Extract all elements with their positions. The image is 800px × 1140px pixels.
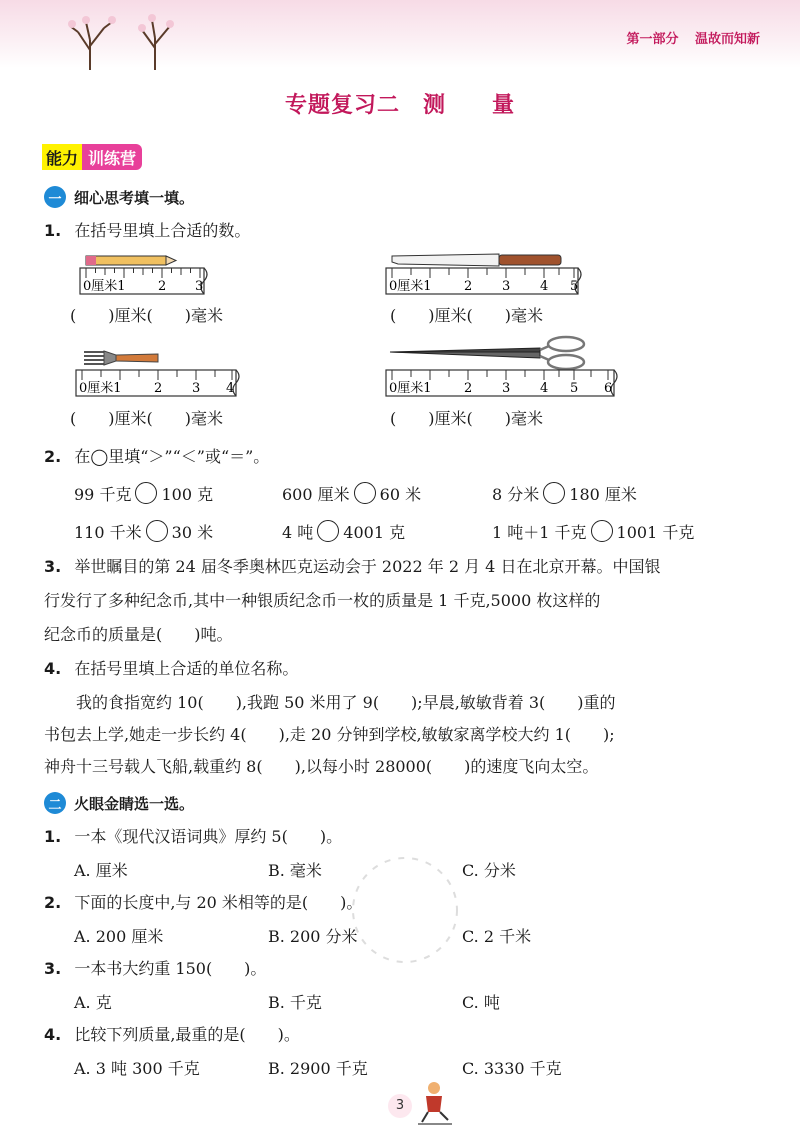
- compare-left: 99 千克: [74, 485, 132, 504]
- ruler-b-label-2: 3: [502, 279, 511, 294]
- ruler-b-label-1: 2: [464, 279, 473, 294]
- option-a[interactable]: A. 厘米: [74, 861, 128, 880]
- option-c[interactable]: C. 2 千米: [462, 927, 532, 946]
- header-part: 第一部分: [626, 32, 679, 47]
- ruler-c-label-3: 4: [226, 381, 235, 396]
- ruler-fork: [74, 346, 254, 398]
- compare-left: 1 吨＋1 千克: [492, 523, 587, 542]
- ruler-knife: [384, 246, 594, 298]
- question-2-2: [44, 892, 362, 914]
- compare-circle[interactable]: [146, 520, 168, 542]
- ruler-d-label-1: 2: [464, 381, 473, 396]
- compare-left: 600 厘米: [282, 485, 350, 504]
- ruler-c-label-0: 0厘米1: [79, 381, 122, 396]
- question-number: 1.: [44, 221, 62, 240]
- compare-item-4: [74, 520, 213, 544]
- question-number: 3.: [44, 557, 62, 576]
- ruler-d-label-4: 5: [570, 381, 579, 396]
- compare-right: 4001 克: [343, 523, 406, 542]
- compare-right: 30 米: [171, 523, 214, 542]
- section-two-label: 火眼金睛选一选。: [74, 794, 195, 813]
- ruler-a-label-0: 0厘米1: [83, 279, 126, 294]
- question-number: 2.: [44, 447, 62, 466]
- ruler-d-answer: ( )厘米( )毫米: [390, 409, 543, 428]
- ruler-b-answer: ( )厘米( )毫米: [390, 306, 543, 325]
- ruler-b-label-4: 5: [570, 279, 579, 294]
- question-text: 在◯里填“＞”“＜”或“＝”。: [74, 447, 270, 466]
- ruler-d-label-2: 3: [502, 381, 511, 396]
- question-text: 在括号里填上合适的单位名称。: [74, 659, 299, 678]
- question-number: 2.: [44, 893, 62, 912]
- question-text: 比较下列质量,最重的是( )。: [74, 1025, 300, 1044]
- ruler-a-label-1: 2: [158, 279, 167, 294]
- section-one-label: 细心思考填一填。: [74, 188, 195, 207]
- page-number: 3: [388, 1094, 412, 1118]
- option-b[interactable]: B. 200 分米: [268, 927, 358, 946]
- question-number: 4.: [44, 659, 62, 678]
- question-number: 3.: [44, 959, 62, 978]
- question-text: 一本书大约重 150( )。: [74, 959, 267, 978]
- question-1-4: [44, 658, 298, 680]
- watermark-stamp: [340, 850, 470, 970]
- compare-left: 8 分米: [492, 485, 540, 504]
- question-line-1: 举世瞩目的第 24 届冬季奥林匹克运动会于 2022 年 2 月 4 日在北京开幕。中国银: [74, 557, 661, 576]
- compare-circle[interactable]: [317, 520, 339, 542]
- question-2-4: [44, 1024, 300, 1046]
- tree-illustration: [60, 10, 200, 72]
- ruler-c-label-1: 2: [154, 381, 163, 396]
- compare-item-5: [282, 520, 405, 544]
- question-1-4-line-2: 书包去上学,她走一步长约 4( ),走 20 分钟到学校,敏敏家离学校大约 1( );: [44, 725, 615, 744]
- compare-right: 100 克: [161, 485, 214, 504]
- compare-item-3: [492, 482, 637, 506]
- option-a[interactable]: A. 克: [74, 993, 112, 1012]
- compare-left: 110 千米: [74, 523, 142, 542]
- compare-right: 180 厘米: [569, 485, 637, 504]
- skater-illustration: [412, 1078, 462, 1128]
- header-section-label: [614, 28, 760, 47]
- question-number: 4.: [44, 1025, 62, 1044]
- option-a[interactable]: A. 200 厘米: [74, 927, 164, 946]
- question-1-4-line-3: 神舟十三号载人飞船,载重约 8( ),以每小时 28000( )的速度飞向太空。: [44, 757, 599, 776]
- ruler-c-label-2: 3: [192, 381, 201, 396]
- compare-item-6: [492, 520, 694, 544]
- section-two-heading: [44, 792, 194, 814]
- compare-item-2: [282, 482, 421, 506]
- option-a[interactable]: A. 3 吨 300 千克: [74, 1059, 200, 1078]
- compare-item-1: [74, 482, 213, 506]
- badge-right: 训练营: [82, 144, 142, 170]
- compare-right: 1001 千克: [616, 523, 695, 542]
- ruler-c-answer: ( )厘米( )毫米: [70, 409, 223, 428]
- question-text: 下面的长度中,与 20 米相等的是( )。: [74, 893, 363, 912]
- question-text: 一本《现代汉语词典》厚约 5( )。: [74, 827, 343, 846]
- ruler-b-label-0: 0厘米1: [389, 279, 432, 294]
- section-one-number: 一: [44, 186, 66, 208]
- question-1-3-line-2: 行发行了多种纪念币,其中一种银质纪念币一枚的质量是 1 千克,5000 枚这样的: [44, 591, 601, 610]
- option-b[interactable]: B. 2900 千克: [268, 1059, 368, 1078]
- option-c[interactable]: C. 3330 千克: [462, 1059, 562, 1078]
- question-1-4-line-1: 我的食指宽约 10( ),我跑 50 米用了 9( );早晨,敏敏背着 3( )重的: [76, 693, 616, 712]
- question-2-3: [44, 958, 266, 980]
- section-one-heading: [44, 186, 194, 208]
- question-text: 在括号里填上合适的数。: [74, 221, 251, 240]
- section-badge: [42, 144, 142, 170]
- question-2-1: [44, 826, 342, 848]
- compare-circle[interactable]: [543, 482, 565, 504]
- question-1-2: [44, 446, 269, 468]
- ruler-a-label-2: 3: [195, 279, 204, 294]
- compare-right: 60 米: [379, 485, 422, 504]
- option-b[interactable]: B. 毫米: [268, 861, 322, 880]
- ruler-d-label-0: 0厘米1: [389, 381, 432, 396]
- question-1-3-line-3: 纪念币的质量是( )吨。: [44, 625, 233, 644]
- option-b[interactable]: B. 千克: [268, 993, 322, 1012]
- compare-left: 4 吨: [282, 523, 314, 542]
- ruler-pencil: [78, 252, 218, 298]
- ruler-a-answer: ( )厘米( )毫米: [70, 306, 223, 325]
- header-subtitle: 温故而知新: [694, 32, 760, 47]
- question-1-3: [44, 556, 660, 578]
- ruler-b-label-3: 4: [540, 279, 549, 294]
- compare-circle[interactable]: [354, 482, 376, 504]
- badge-left: 能力: [42, 144, 82, 170]
- compare-circle[interactable]: [135, 482, 157, 504]
- section-two-number: 二: [44, 792, 66, 814]
- option-c[interactable]: C. 分米: [462, 861, 516, 880]
- compare-circle[interactable]: [591, 520, 613, 542]
- ruler-d-label-3: 4: [540, 381, 549, 396]
- option-c[interactable]: C. 吨: [462, 993, 500, 1012]
- ruler-scissors: [384, 334, 624, 398]
- question-1-1: [44, 220, 250, 242]
- question-number: 1.: [44, 827, 62, 846]
- page-title: 专题复习二 测 量: [284, 93, 515, 118]
- ruler-d-label-5: 6: [604, 381, 613, 396]
